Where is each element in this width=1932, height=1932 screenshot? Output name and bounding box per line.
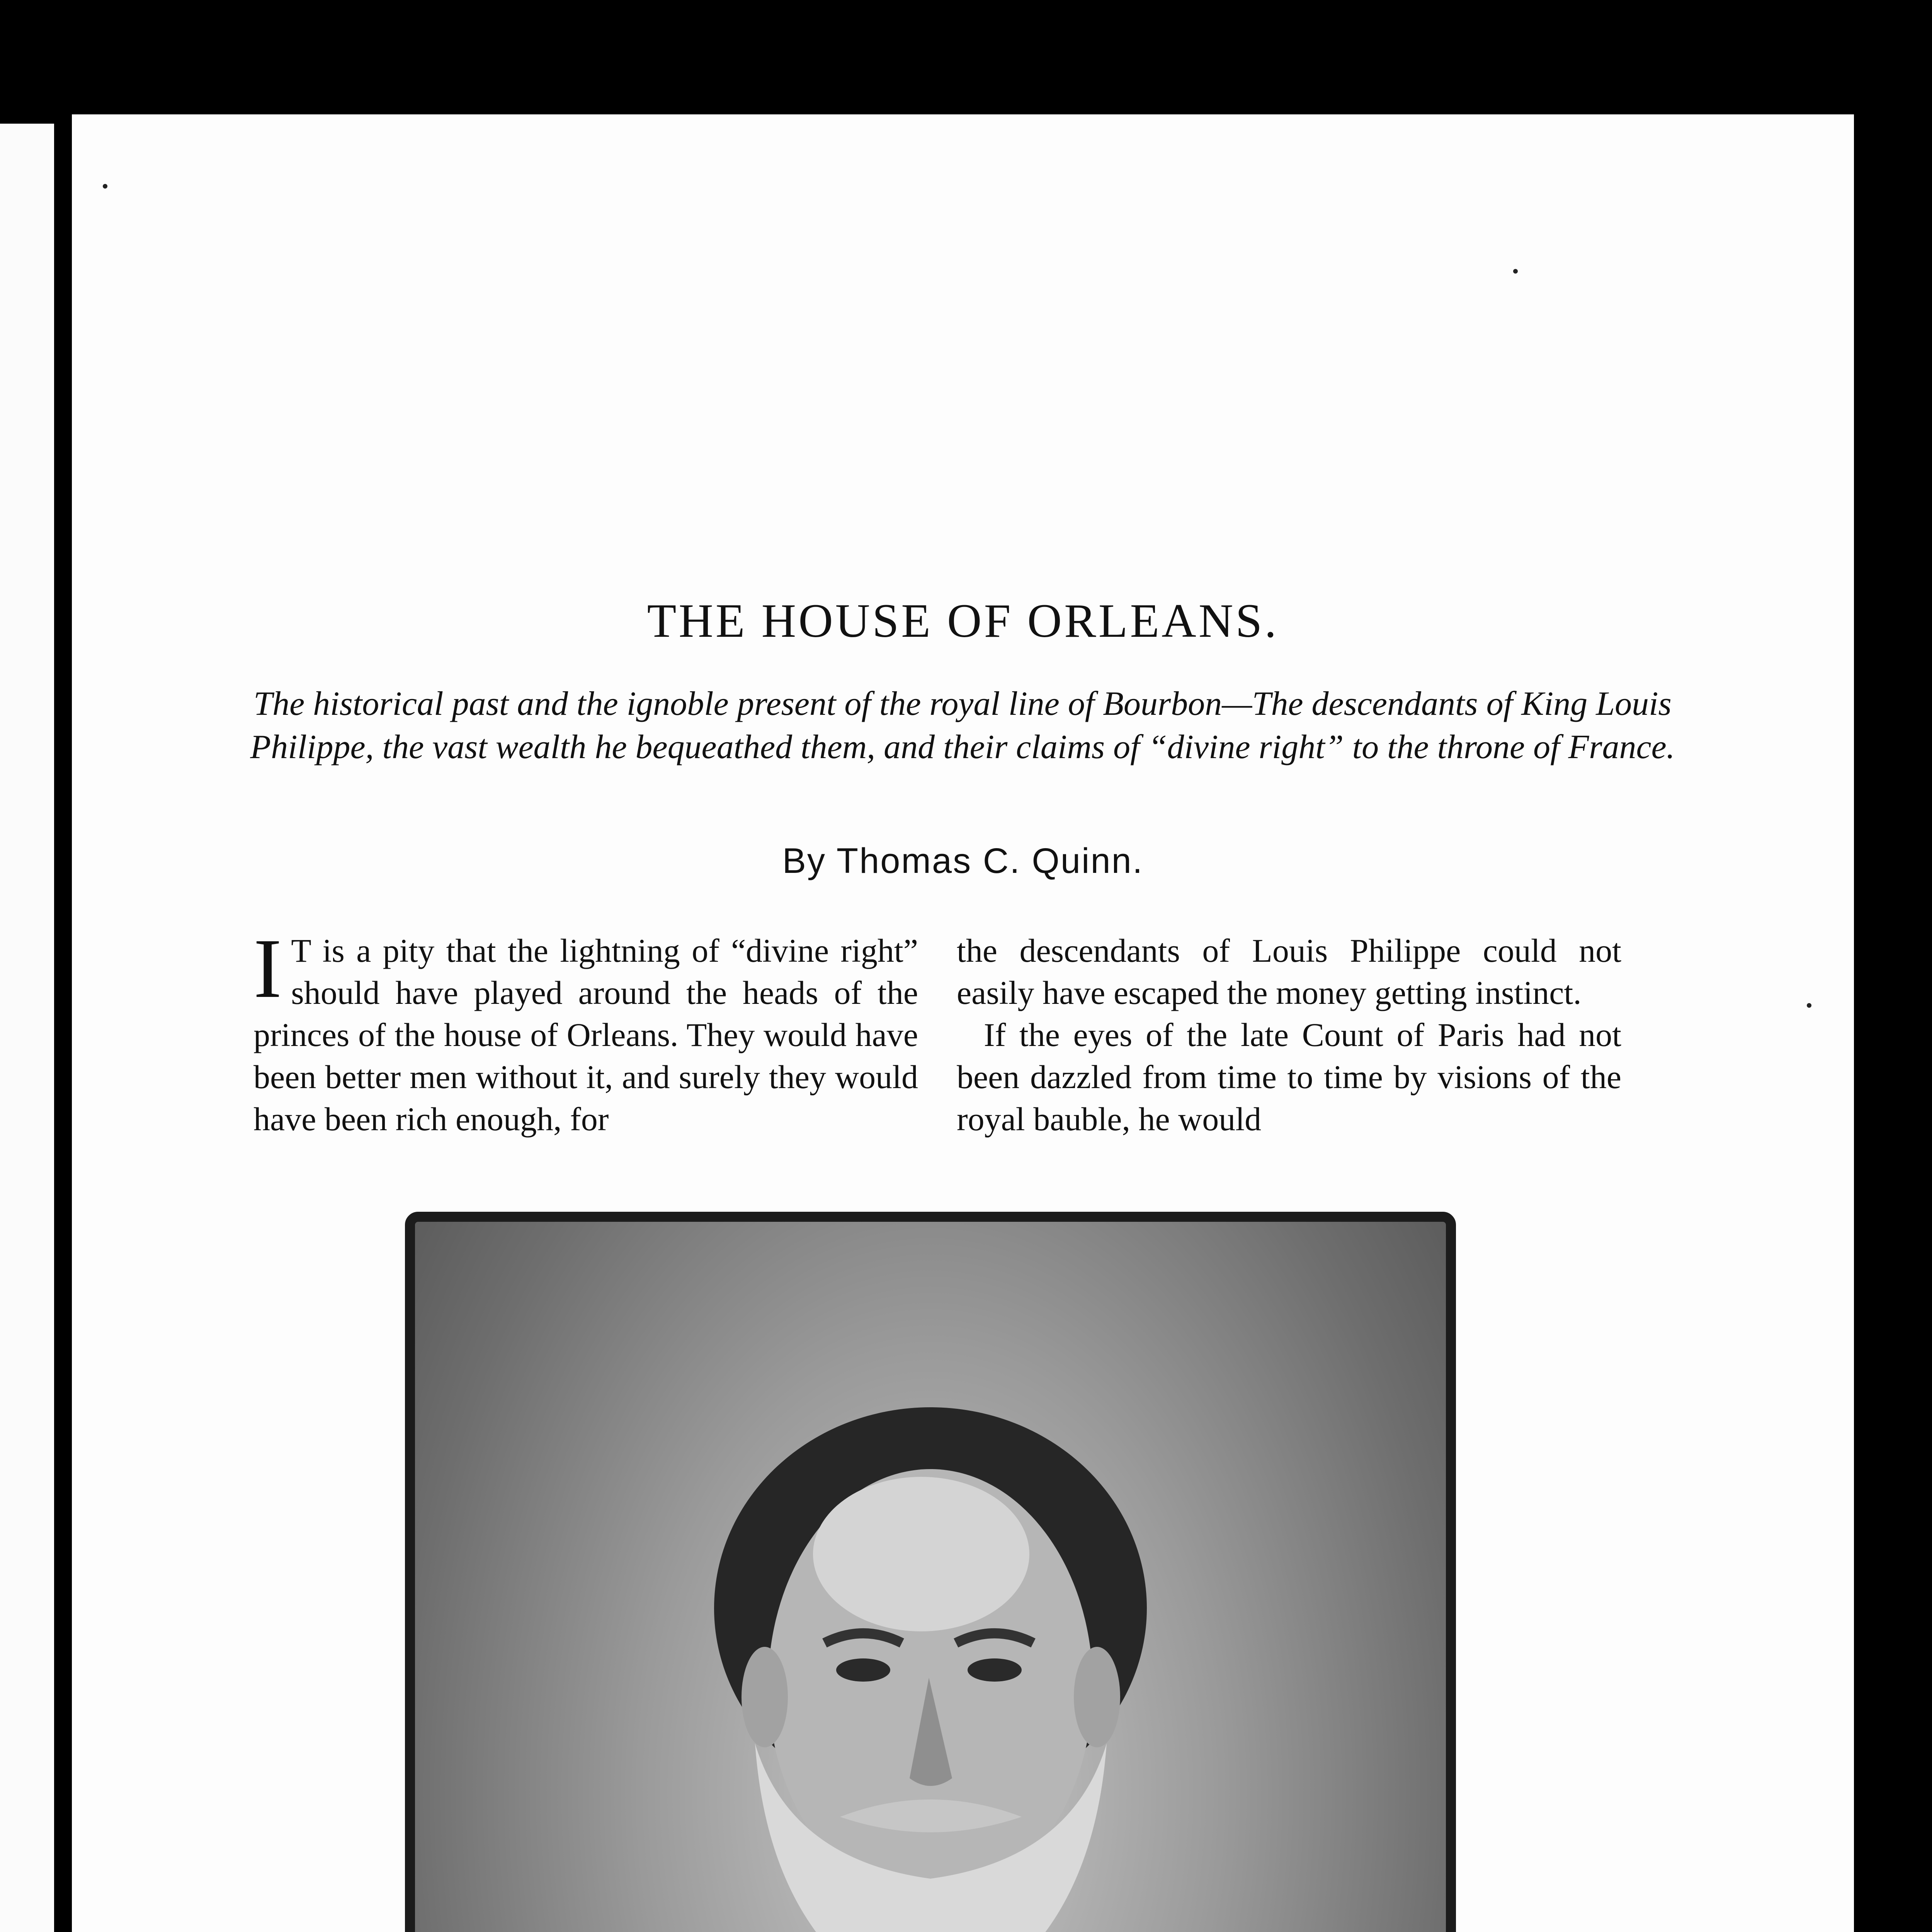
article-byline: By Thomas C. Quinn.: [782, 841, 1144, 881]
text-column-left: [253, 921, 918, 1140]
magazine-page: [72, 114, 1854, 1932]
paper-speck: [1513, 269, 1518, 274]
opening-paragraph: [253, 921, 918, 1140]
book-spine-edge: [0, 124, 64, 1932]
portrait-illustration: [405, 1212, 1456, 1932]
paragraph-continued: the descendants of Louis Philippe could not easily have escaped the money getting instinct.: [957, 932, 1621, 1011]
article-subtitle: The historical past and the ignoble present of the royal line of Bourbon—The descendants of King Louis Philippe, the vast wealth he bequeathed them, and their claims of “divine right” to the throne of France.: [250, 685, 1675, 766]
paper-speck: [103, 184, 107, 189]
portrait-drawing: [415, 1222, 1446, 1932]
paragraph-text: T is a pity that the lightning of “divine right” should have played around the heads of the princes of the house of Orleans. They would have been better men without it, and surely they would have been rich enough, for: [253, 932, 918, 1138]
text-column-right: [957, 930, 1621, 1140]
drop-cap: I: [253, 921, 282, 1015]
article-title: THE HOUSE OF ORLEANS.: [647, 594, 1279, 647]
paper-speck: [1807, 1003, 1811, 1008]
second-paragraph: If the eyes of the late Count of Paris had not been dazzled from time to time by visions of the royal bauble, he would: [957, 1016, 1621, 1138]
